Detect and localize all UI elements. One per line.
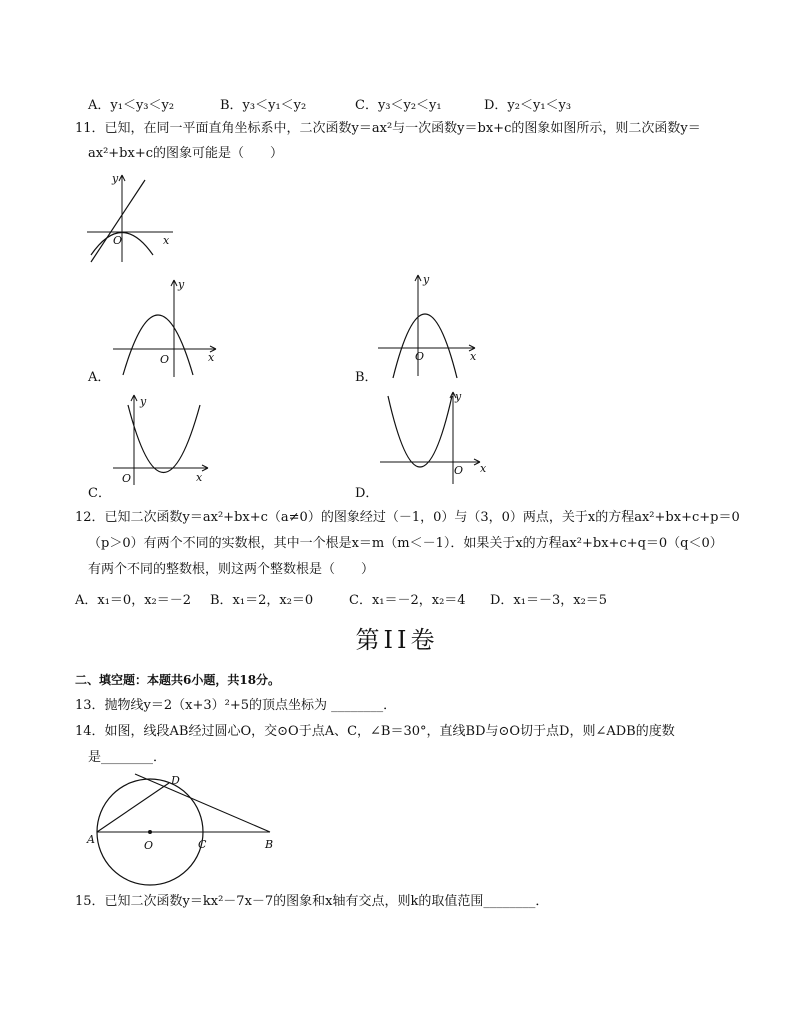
- q14-label-c: C: [198, 838, 207, 851]
- q12-option-b: B．x₁＝2，x₂＝0: [210, 593, 314, 608]
- q11-option-c-label: C．: [88, 486, 111, 501]
- q11-d-x-label: x: [480, 462, 487, 475]
- q14-text-line1: 14．如图，线段AB经过圆心O，交⊙O于点A、C，∠B＝30°，直线BD与⊙O切于点D，则∠ADB的度数: [75, 724, 675, 739]
- q11-b-y-label: y: [423, 273, 430, 286]
- q11-d-o-label: O: [454, 464, 464, 477]
- q11-text-line2: ax²+bx+c的图象可能是（ ）: [88, 146, 284, 161]
- q13-text: 13．抛物线y＝2（x+3）²+5的顶点坐标为 ________．: [75, 698, 397, 713]
- q11-option-a-graph: [108, 275, 228, 380]
- q15-text: 15．已知二次函数y＝kx²－7x－7的图象和x轴有交点，则k的取值范围________．: [75, 894, 549, 909]
- q12-text-line3: 有两个不同的整数根，则这两个整数根是（ ）: [88, 562, 375, 577]
- q12-text-line2: （p＞0）有两个不同的实数根，其中一个根是x＝m（m＜－1）．如果关于x的方程ax²+bx+c+q＝0（q＜0）: [88, 536, 723, 551]
- q14-label-d: D: [171, 774, 180, 787]
- q12-option-c: C．x₁＝－2，x₂＝4: [349, 593, 466, 608]
- section2-heading: 二、填空题：本题共6小题，共18分。: [75, 673, 281, 687]
- q11-option-b-label: B．: [355, 370, 378, 385]
- q14-label-b: B: [265, 838, 274, 851]
- q11-c-o-label: O: [122, 472, 132, 485]
- q11-text-line1: 11．已知，在同一平面直角坐标系中，二次函数y＝ax²与一次函数y＝bx+c的图象如图所示，则二次函数y＝: [75, 121, 701, 136]
- q11-option-b-graph: [375, 270, 495, 380]
- q11-d-y-label: y: [455, 390, 462, 403]
- q11-ref-x-label: x: [163, 234, 170, 247]
- q11-ref-y-label: y: [112, 172, 119, 185]
- q14-label-o: O: [144, 839, 154, 852]
- q10-option-a: A．y₁＜y₃＜y₂: [88, 98, 175, 113]
- q11-a-o-label: O: [160, 353, 170, 366]
- q11-b-x-label: x: [470, 350, 477, 363]
- q14-text-line2: 是________．: [88, 750, 167, 765]
- q11-ref-o-label: O: [113, 234, 123, 247]
- q11-option-d-graph: [378, 388, 498, 488]
- q11-a-x-label: x: [208, 351, 215, 364]
- q10-option-d: D．y₂＜y₁＜y₃: [484, 98, 572, 113]
- q11-b-o-label: O: [415, 350, 425, 363]
- q11-option-d-label: D．: [355, 486, 379, 501]
- q14-geometry-figure: [85, 772, 285, 862]
- q12-text-line1: 12．已知二次函数y＝ax²+bx+c（a≠0）的图象经过（－1，0）与（3，0）两点，关于x的方程ax²+bx+c+p＝0: [75, 510, 740, 525]
- q10-option-c: C．y₃＜y₂＜y₁: [355, 98, 442, 113]
- q10-option-b: B．y₃＜y₁＜y₂: [220, 98, 307, 113]
- q12-option-a: A．x₁＝0，x₂＝－2: [75, 593, 192, 608]
- q11-a-y-label: y: [178, 278, 185, 291]
- q11-c-y-label: y: [140, 395, 147, 408]
- q14-label-a: A: [87, 833, 95, 846]
- q11-option-c-graph: [108, 390, 228, 490]
- section-title: 第II卷: [355, 626, 439, 654]
- q11-c-x-label: x: [196, 471, 203, 484]
- q12-option-d: D．x₁＝－3，x₂＝5: [490, 593, 608, 608]
- q11-option-a-label: A．: [88, 370, 111, 385]
- q11-reference-graph: [85, 170, 180, 265]
